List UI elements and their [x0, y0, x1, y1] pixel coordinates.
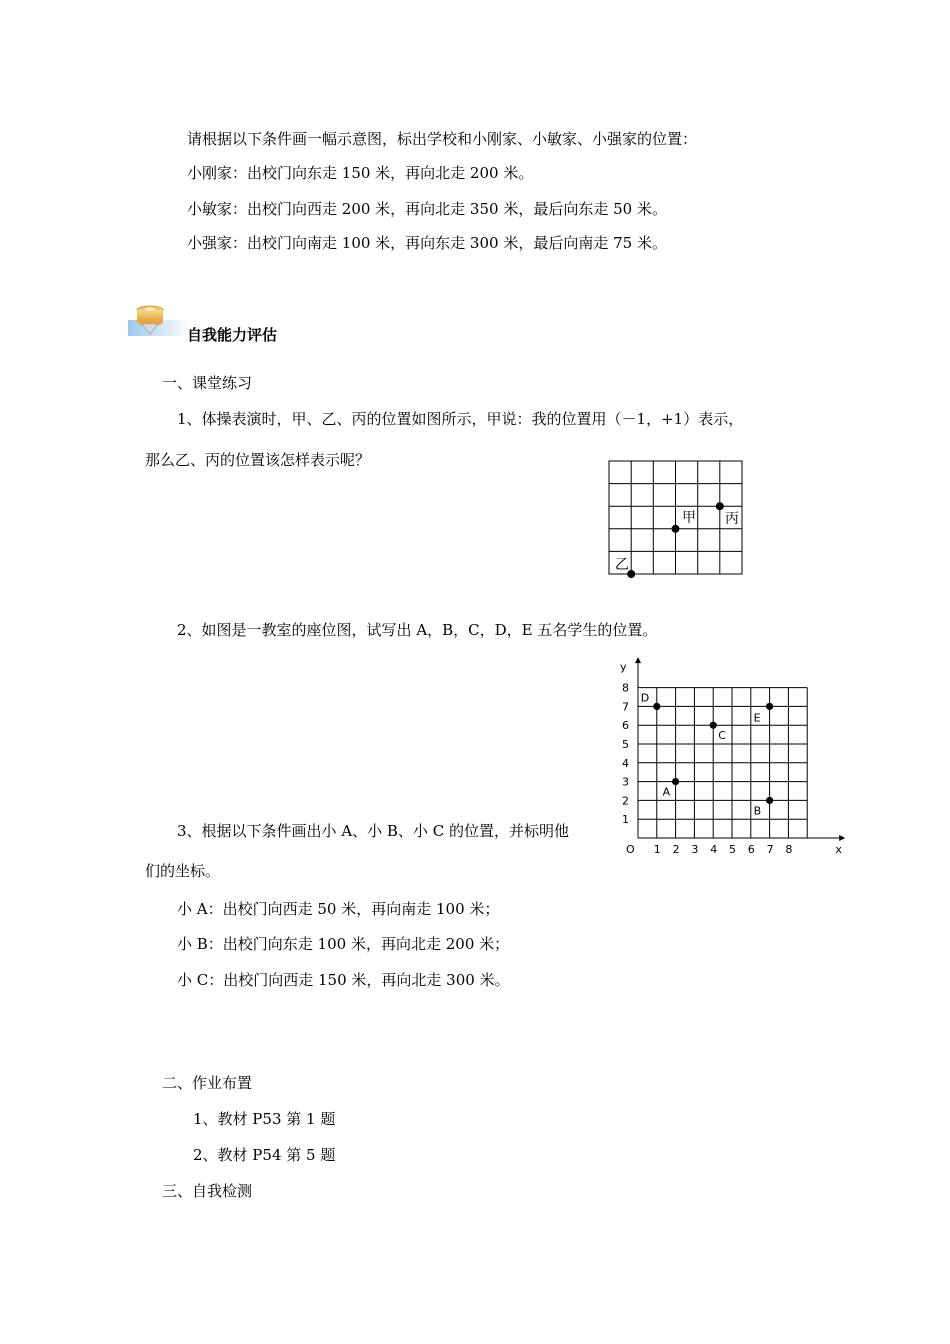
intro-line-3: 小敏家：出校门向西走 200 米，再向北走 350 米，最后向东走 50 米。	[187, 200, 667, 218]
x-tick-label: 4	[710, 843, 718, 856]
figure-2-grid	[638, 688, 807, 838]
y-tick-label: 8	[622, 681, 629, 695]
point-c	[710, 722, 717, 729]
intro-line-4: 小强家：出校门向南走 100 米，再向东走 300 米，最后向南走 75 米。	[187, 234, 667, 252]
figure-2-seat-chart	[612, 660, 842, 860]
y-axis-label: y	[620, 660, 627, 674]
point-e	[766, 703, 773, 710]
y-tick-label: 1	[622, 813, 629, 827]
figure-2-points	[641, 691, 773, 817]
x-axis-arrow	[839, 835, 845, 841]
point-label-e: E	[753, 711, 761, 725]
point-bing	[716, 502, 724, 510]
question3-item-a: 小 A：出校门向西走 50 米，再向南走 100 米；	[177, 900, 500, 918]
x-tick-label: 5	[729, 843, 736, 856]
y-tick-label: 4	[622, 756, 629, 770]
y-tick-label: 7	[622, 700, 629, 714]
x-axis-label: x	[835, 843, 842, 856]
label-bing: 丙	[725, 511, 739, 527]
label-yi: 乙	[615, 557, 629, 573]
part3-heading: 三、自我检测	[162, 1182, 253, 1200]
y-axis-arrow	[635, 657, 641, 663]
point-label-d: D	[640, 691, 650, 705]
x-tick-label: 2	[672, 843, 680, 856]
question3-line2: 们的坐标。	[145, 862, 221, 880]
homework-item-1: 1、教材 P53 第 1 题	[193, 1110, 336, 1128]
y-tick-label: 2	[622, 794, 629, 808]
point-a	[672, 778, 679, 785]
x-tick-label: 8	[785, 843, 793, 856]
y-tick-label: 5	[622, 738, 629, 751]
point-label-c: C	[718, 729, 726, 743]
section-title: 自我能力评估	[187, 326, 278, 344]
x-tick-label: 7	[766, 843, 774, 856]
part2-heading: 二、作业布置	[162, 1074, 253, 1092]
question3-item-c: 小 C：出校门向西走 150 米，再向北走 300 米。	[177, 971, 510, 989]
part1-heading: 一、课堂练习	[162, 374, 253, 392]
intro-line-2: 小刚家：出校门向东走 150 米，再向北走 200 米。	[187, 164, 534, 182]
question3-line1: 3、根据以下条件画出小 A、小 B、小 C 的位置，并标明他	[177, 822, 569, 840]
section-banner-icon	[128, 304, 190, 340]
x-tick-label: 6	[747, 843, 755, 856]
x-tick-label: 3	[691, 843, 699, 856]
question3-item-b: 小 B：出校门向东走 100 米，再向北走 200 米；	[177, 935, 510, 953]
point-label-b: B	[753, 804, 762, 818]
point-jia	[672, 525, 680, 533]
figure-2-axes	[620, 657, 845, 856]
point-b	[766, 797, 773, 804]
origin-label: O	[626, 843, 635, 856]
question1-line2: 那么乙、丙的位置该怎样表示呢？	[145, 451, 371, 469]
homework-item-2: 2、教材 P54 第 5 题	[193, 1146, 336, 1164]
intro-line-1: 请根据以下条件画一幅示意图，标出学校和小刚家、小敏家、小强家的位置：	[187, 130, 698, 148]
y-tick-label: 3	[622, 775, 629, 789]
point-d	[653, 703, 660, 710]
point-label-a: A	[662, 785, 671, 799]
x-tick-label: 1	[653, 843, 661, 856]
y-tick-label: 6	[622, 719, 629, 733]
figure-1-position-grid	[600, 455, 750, 580]
question1-line1: 1、体操表演时，甲、乙、丙的位置如图所示，甲说：我的位置用（－1，+1）表示，	[177, 410, 744, 428]
label-jia: 甲	[682, 510, 696, 526]
question2: 2、如图是一教室的座位图，试写出 A，B，C，D，E 五名学生的位置。	[177, 621, 658, 639]
